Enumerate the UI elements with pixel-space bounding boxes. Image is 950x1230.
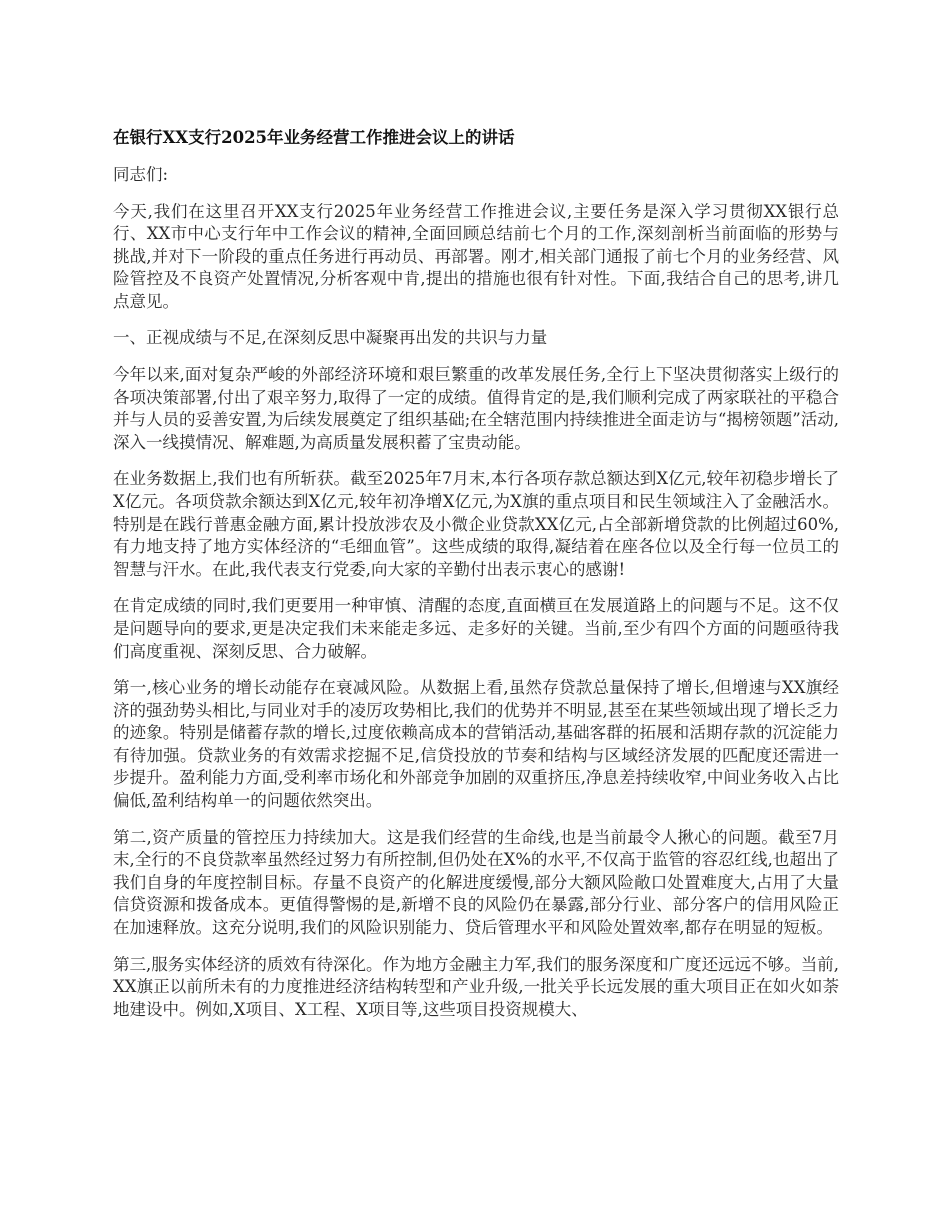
section-heading-1: 一、正视成绩与不足,在深刻反思中凝聚再出发的共识与力量 [113, 328, 548, 348]
paragraph-intro: 今天,我们在这里召开XX支行2025年业务经营工作推进会议,主要任务是深入学习贯彻XX银行总行、XX市中心支行年中工作会议的精神,全面回顾总结前七个月的工作,深刻剖析当前面临的形势与挑战,并对下一阶段的重点任务进行再动员、再部署。刚才,相关部门通报了前七个月的业务经营、风险管控及不良资产处置情况,分析客观中肯,提出的措施也很有针对性。下面,我结合自己的思考,讲几点意见。 [113, 201, 839, 311]
paragraph-problem-2: 第二,资产质量的管控压力持续加大。这是我们经营的生命线,也是当前最令人揪心的问题。截至7月末,全行的不良贷款率虽然经过努力有所控制,但仍处在X%的水平,不仅高于监管的容忍红线,也超出了我们自身的年度控制目标。存量不良资产的化解进度缓慢,部分大额风险敞口处置难度大,占用了大量信贷资源和拨备成本。更值得警惕的是,新增不良的风险仍在暴露,部分行业、部分客户的信用风险正在加速释放。这充分说明,我们的风险识别能力、贷后管理水平和风险处置效率,都存在明显的短板。 [113, 827, 839, 938]
paragraph-business-data: 在业务数据上,我们也有所斩获。截至2025年7月末,本行各项存款总额达到X亿元,较年初稳步增长了X亿元。各项贷款余额达到X亿元,较年初净增X亿元,为X旗的重点项目和民生领域注入了金融活水。特别是在践行普惠金融方面,累计投放涉农及小微企业贷款XX亿元,占全部新增贷款的比例超过60%,有力地支持了地方实体经济的“毛细血管”。这些成绩的取得,凝结着在座各位以及全行每一位员工的智慧与汗水。在此,我代表支行党委,向大家的辛勤付出表示衷心的感谢! [113, 469, 839, 579]
document-title: 在银行XX支行2025年业务经营工作推进会议上的讲话 [113, 128, 515, 147]
paragraph-achievements: 今年以来,面对复杂严峻的外部经济环境和艰巨繁重的改革发展任务,全行上下坚决贯彻落实上级行的各项决策部署,付出了艰辛努力,取得了一定的成绩。值得肯定的是,我们顺利完成了两家联社的平稳合并与人员的妥善安置,为后续发展奠定了组织基础;在全辖范围内持续推进全面走访与“揭榜领题”活动,深入一线摸情况、解难题,为高质量发展积蓄了宝贵动能。 [113, 364, 839, 452]
paragraph-problem-1: 第一,核心业务的增长动能存在衰减风险。从数据上看,虽然存贷款总量保持了增长,但增速与XX旗经济的强劲势头相比,与同业对手的凌厉攻势相比,我们的优势并不明显,甚至在某些领域出现了增长乏力的迹象。特别是储蓄存款的增长,过度依赖高成本的营销活动,基础客群的拓展和活期存款的沉淀能力有待加强。贷款业务的有效需求挖掘不足,信贷投放的节奏和结构与区域经济发展的匹配度还需进一步提升。盈利能力方面,受利率市场化和外部竞争加剧的双重挤压,净息差持续收窄,中间业务收入占比偏低,盈利结构单一的问题依然突出。 [113, 678, 839, 811]
paragraph-problem-3: 第三,服务实体经济的质效有待深化。作为地方金融主力军,我们的服务深度和广度还远远不够。当前,XX旗正以前所未有的力度推进经济结构转型和产业升级,一批关乎长远发展的重大项目正在如火如荼地建设中。例如,X项目、X工程、X项目等,这些项目投资规模大、 [113, 954, 839, 1019]
paragraph-problems-intro: 在肯定成绩的同时,我们更要用一种审慎、清醒的态度,直面横亘在发展道路上的问题与不足。这不仅是问题导向的要求,更是决定我们未来能走多远、走多好的关键。当前,至少有四个方面的问题亟待我们高度重视、深刻反思、合力破解。 [113, 596, 839, 661]
salutation: 同志们: [113, 165, 169, 184]
document-page [113, 126, 839, 1035]
